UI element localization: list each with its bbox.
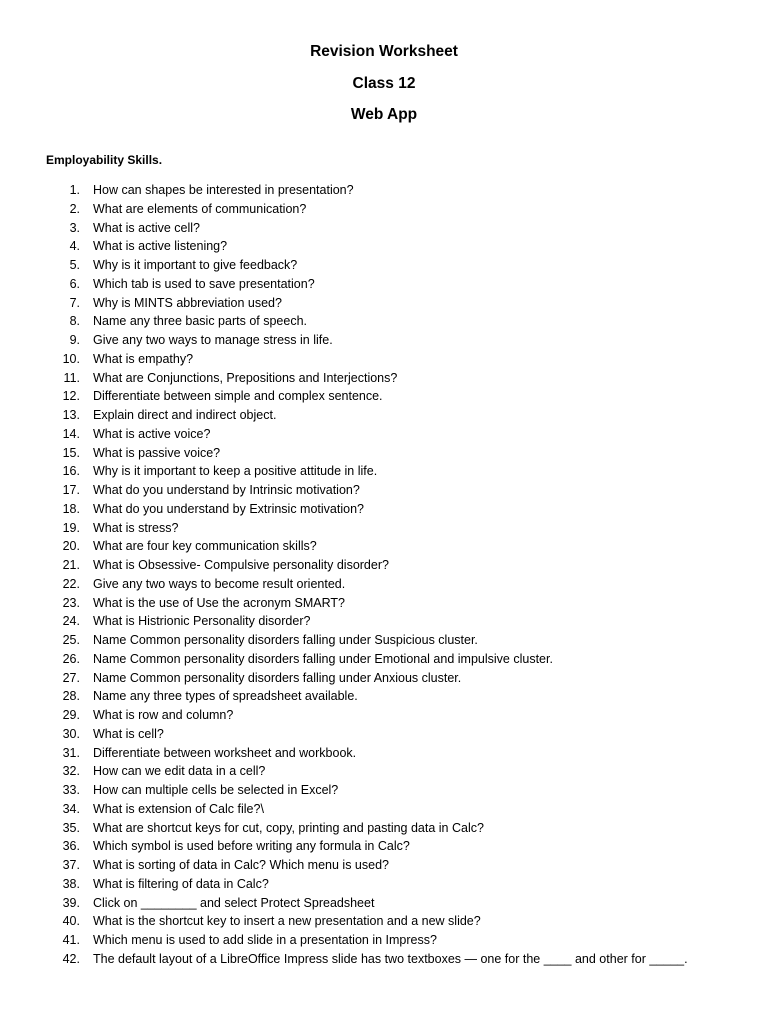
question-text: Which symbol is used before writing any formula in Calc? [93, 839, 410, 854]
question-number: 13. [62, 408, 80, 422]
question-number: 21. [62, 558, 80, 572]
question-text: What is active voice? [93, 426, 211, 441]
question-text: What is passive voice? [93, 445, 221, 460]
question-number: 18. [62, 501, 80, 516]
question-number: 27. [62, 670, 80, 685]
question-text: What is extension of Calc file?\ [93, 801, 264, 816]
question-text: Give any two ways to manage stress in life. [93, 333, 333, 347]
question-item [0, 575, 768, 594]
question-text: How can we edit data in a cell? [93, 764, 266, 779]
question-text: Differentiate between worksheet and workbook. [93, 745, 357, 760]
question-number: 10. [62, 351, 80, 366]
question-number: 1. [69, 183, 80, 197]
question-number: 34. [62, 801, 80, 816]
question-number: 19. [62, 520, 80, 535]
question-item [0, 331, 768, 350]
question-number: 14. [62, 426, 80, 441]
question-number: 23. [62, 595, 80, 610]
question-item [0, 762, 768, 781]
question-number: 24. [62, 614, 80, 629]
question-item [0, 931, 768, 950]
question-item [0, 744, 768, 763]
question-text: What is stress? [93, 520, 179, 535]
question-list [0, 181, 768, 969]
question-text: Differentiate between simple and complex sentence. [93, 389, 383, 404]
question-number: 38. [62, 876, 80, 891]
question-number: 35. [62, 820, 80, 835]
question-text: Give any two ways to become result oriented. [93, 576, 346, 591]
question-number: 42. [62, 951, 80, 966]
class-title: Class 12 [352, 75, 416, 92]
question-number: 3. [69, 220, 80, 235]
question-text: What is cell? [93, 726, 164, 741]
question-number: 15. [62, 445, 80, 460]
question-text: The default layout of a LibreOffice Impress slide has two textboxes — one for the ____ and other for _____. [93, 951, 688, 966]
question-number: 29. [62, 708, 80, 722]
question-item [0, 219, 768, 238]
question-number: 30. [62, 726, 80, 741]
question-text: What are elements of communication? [93, 201, 307, 216]
question-text: What is Histrionic Personality disorder? [93, 614, 311, 629]
question-text: What is the shortcut key to insert a new presentation and a new slide? [93, 914, 481, 929]
question-number: 6. [69, 276, 80, 291]
question-item [0, 369, 768, 388]
question-item [0, 706, 768, 725]
question-number: 25. [62, 633, 80, 647]
question-number: 20. [62, 539, 80, 554]
question-item [0, 312, 768, 331]
question-number: 39. [62, 895, 80, 910]
question-number: 16. [62, 464, 80, 479]
question-item [0, 556, 768, 575]
question-text: What do you understand by Intrinsic motivation? [93, 483, 360, 497]
question-item [0, 594, 768, 613]
question-number: 17. [62, 483, 80, 497]
question-item [0, 669, 768, 688]
question-item [0, 500, 768, 519]
question-text: Why is it important to give feedback? [93, 258, 298, 272]
question-item [0, 481, 768, 500]
question-item [0, 444, 768, 463]
question-number: 8. [69, 314, 80, 329]
question-number: 12. [62, 389, 80, 404]
question-item [0, 725, 768, 744]
question-text: What is filtering of data in Calc? [93, 876, 269, 891]
question-item [0, 856, 768, 875]
question-text: What are Conjunctions, Prepositions and Interjections? [93, 370, 398, 385]
question-item [0, 237, 768, 256]
question-number: 11. [63, 370, 80, 385]
question-number: 41. [62, 933, 80, 947]
question-item [0, 800, 768, 819]
question-item [0, 612, 768, 631]
question-item [0, 425, 768, 444]
question-number: 26. [62, 651, 80, 666]
question-item [0, 350, 768, 369]
question-text: Why is MINTS abbreviation used? [93, 295, 282, 310]
question-item [0, 631, 768, 650]
question-text: Name any three types of spreadsheet available. [93, 689, 358, 704]
question-number: 40. [62, 914, 80, 929]
question-text: What is active cell? [93, 220, 200, 235]
question-item [0, 819, 768, 838]
question-text: Why is it important to keep a positive attitude in life. [93, 464, 378, 479]
question-text: What is Obsessive- Compulsive personality disorder? [93, 558, 389, 572]
question-text: What are four key communication skills? [93, 539, 317, 554]
question-number: 4. [69, 239, 80, 254]
question-text: How can multiple cells be selected in Excel? [93, 783, 339, 797]
question-item [0, 894, 768, 913]
question-text: What is empathy? [93, 351, 194, 366]
question-item [0, 387, 768, 406]
question-text: Name Common personality disorders falling under Emotional and impulsive cluster. [93, 651, 553, 666]
question-item [0, 950, 768, 969]
question-number: 7. [69, 295, 80, 310]
question-text: What is active listening? [93, 239, 228, 254]
question-item [0, 256, 768, 275]
question-item [0, 875, 768, 894]
question-number: 28. [62, 689, 80, 704]
question-number: 2. [69, 201, 80, 216]
question-item [0, 537, 768, 556]
question-item [0, 650, 768, 669]
question-item [0, 200, 768, 219]
question-text: Name any three basic parts of speech. [93, 314, 308, 329]
question-text: Which tab is used to save presentation? [93, 276, 315, 291]
question-text: What do you understand by Extrinsic motivation? [93, 501, 364, 516]
question-text: What is row and column? [93, 708, 234, 722]
question-item [0, 275, 768, 294]
question-number: 9. [69, 333, 80, 347]
question-number: 36. [62, 839, 80, 854]
question-text: What are shortcut keys for cut, copy, printing and pasting data in Calc? [93, 820, 484, 835]
question-number: 22. [62, 576, 80, 591]
question-text: Explain direct and indirect object. [93, 408, 277, 422]
question-item [0, 912, 768, 931]
question-text: Name Common personality disorders falling under Anxious cluster. [93, 670, 462, 685]
question-item [0, 781, 768, 800]
question-number: 37. [62, 858, 80, 872]
question-item [0, 519, 768, 538]
question-text: Click on ________ and select Protect Spreadsheet [93, 895, 375, 910]
question-number: 31. [62, 745, 80, 760]
question-item [0, 462, 768, 481]
section-heading: Employability Skills. [46, 153, 163, 167]
question-text: Name Common personality disorders falling under Suspicious cluster. [93, 633, 478, 647]
question-item [0, 181, 768, 200]
question-item [0, 687, 768, 706]
question-number: 33. [62, 783, 80, 797]
question-text: Which menu is used to add slide in a presentation in Impress? [93, 933, 437, 947]
question-number: 32. [62, 764, 80, 779]
question-item [0, 406, 768, 425]
question-number: 5. [69, 258, 80, 272]
question-text: How can shapes be interested in presentation? [93, 183, 354, 197]
question-text: What is the use of Use the acronym SMART? [93, 595, 345, 610]
question-item [0, 837, 768, 856]
subject-title: Web App [350, 106, 418, 123]
question-text: What is sorting of data in Calc? Which menu is used? [93, 858, 389, 872]
worksheet-title: Revision Worksheet [310, 43, 458, 60]
question-item [0, 294, 768, 313]
